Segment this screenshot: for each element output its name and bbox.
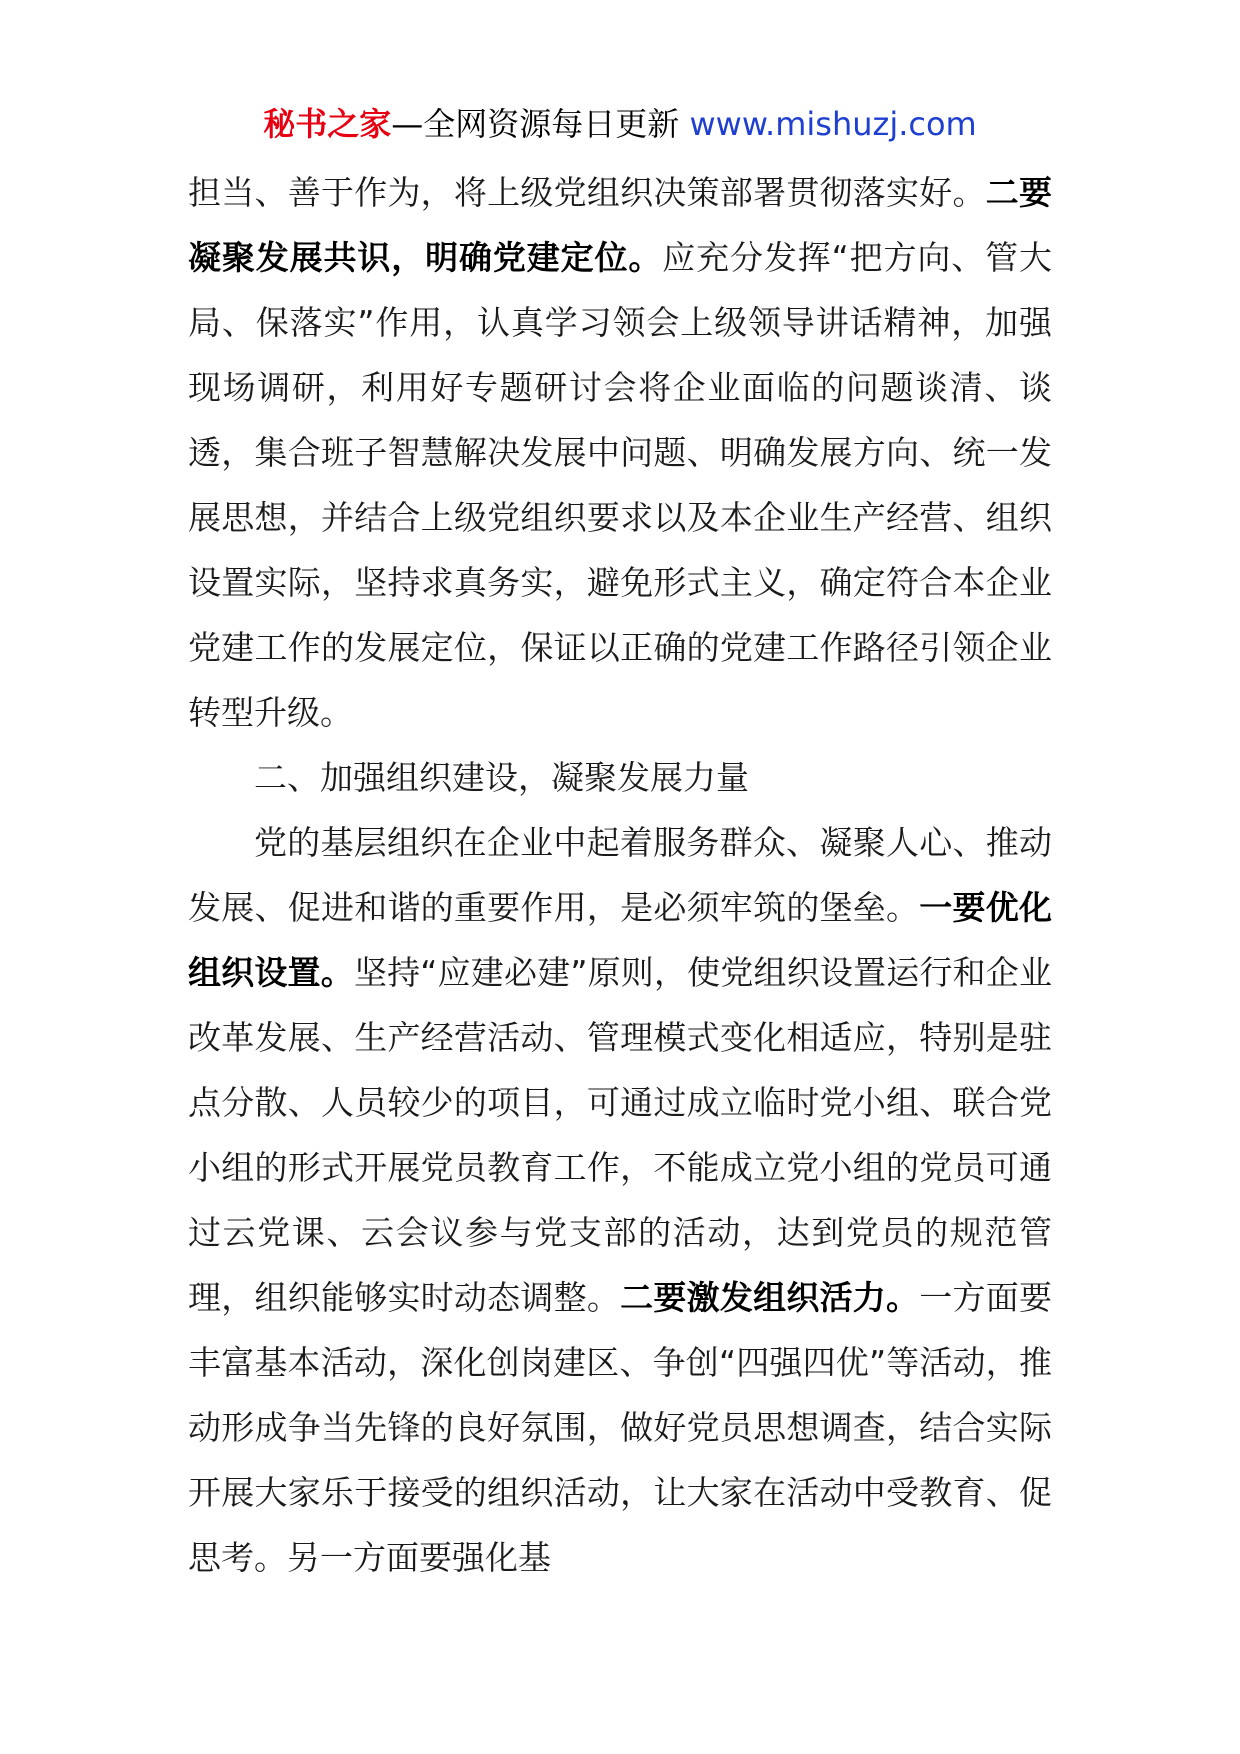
paragraph-2-text-a: 党的基层组织在企业中起着服务群众、凝聚人心、推动发展、促进和谐的重要作用，是必须牢筑的堡垒。: [188, 823, 1052, 927]
paragraph-1-text-b: 应充分发挥“把方向、管大局、保落实”作用，认真学习领会上级领导讲话精神，加强现场调研，利用好专题研讨会将企业面临的问题谈清、谈透，集合班子智慧解决发展中问题、明确发展方向、统一发展思想，并结合上级党组织要求以及本企业生产经营、组织设置实际，坚持求真务实，避免形式主义，确定符合本企业党建工作的发展定位，保证以正确的党建工作路径引领企业转型升级。: [188, 238, 1052, 732]
paragraph-1: [188, 160, 1052, 745]
brand-name: 秘书之家: [263, 105, 392, 143]
section-heading: 二、加强组织建设，凝聚发展力量: [254, 758, 749, 797]
paragraph-2: [188, 810, 1052, 1590]
document-body: [188, 160, 1052, 1590]
paragraph-1-text-a: 担当、善于作为，将上级党组织决策部署贯彻落实好。: [188, 173, 986, 212]
paragraph-1-bold-point: 二要凝聚发展共识，明确党建定位。: [188, 173, 1053, 277]
paragraph-2-text-b: 坚持“应建必建”原则，使党组织设置运行和企业改革发展、生产经营活动、管理模式变化相适应，特别是驻点分散、人员较少的项目，可通过成立临时党小组、联合党小组的形式开展党员教育工作，不能成立党小组的党员可通过云党课、云会议参与党支部的活动，达到党员的规范管理，组织能够实时动态调整。: [188, 953, 1053, 1317]
paragraph-2-text-c: 一方面要丰富基本活动，深化创岗建区、争创“四强四优”等活动，推动形成争当先锋的良好氛围，做好党员思想调查，结合实际开展大家乐于接受的组织活动，让大家在活动中受教育、促思考。另一方面要强化基: [188, 1278, 1053, 1577]
header-tagline: —全网资源每日更新: [391, 105, 680, 143]
site-header: [0, 98, 1240, 150]
paragraph-2-bold-point-2: 二要激发组织活力。: [620, 1278, 920, 1317]
site-url-link[interactable]: www.mishuzj.com: [689, 105, 977, 143]
paragraph-2-bold-point-1: 一要优化组织设置。: [188, 888, 1053, 992]
